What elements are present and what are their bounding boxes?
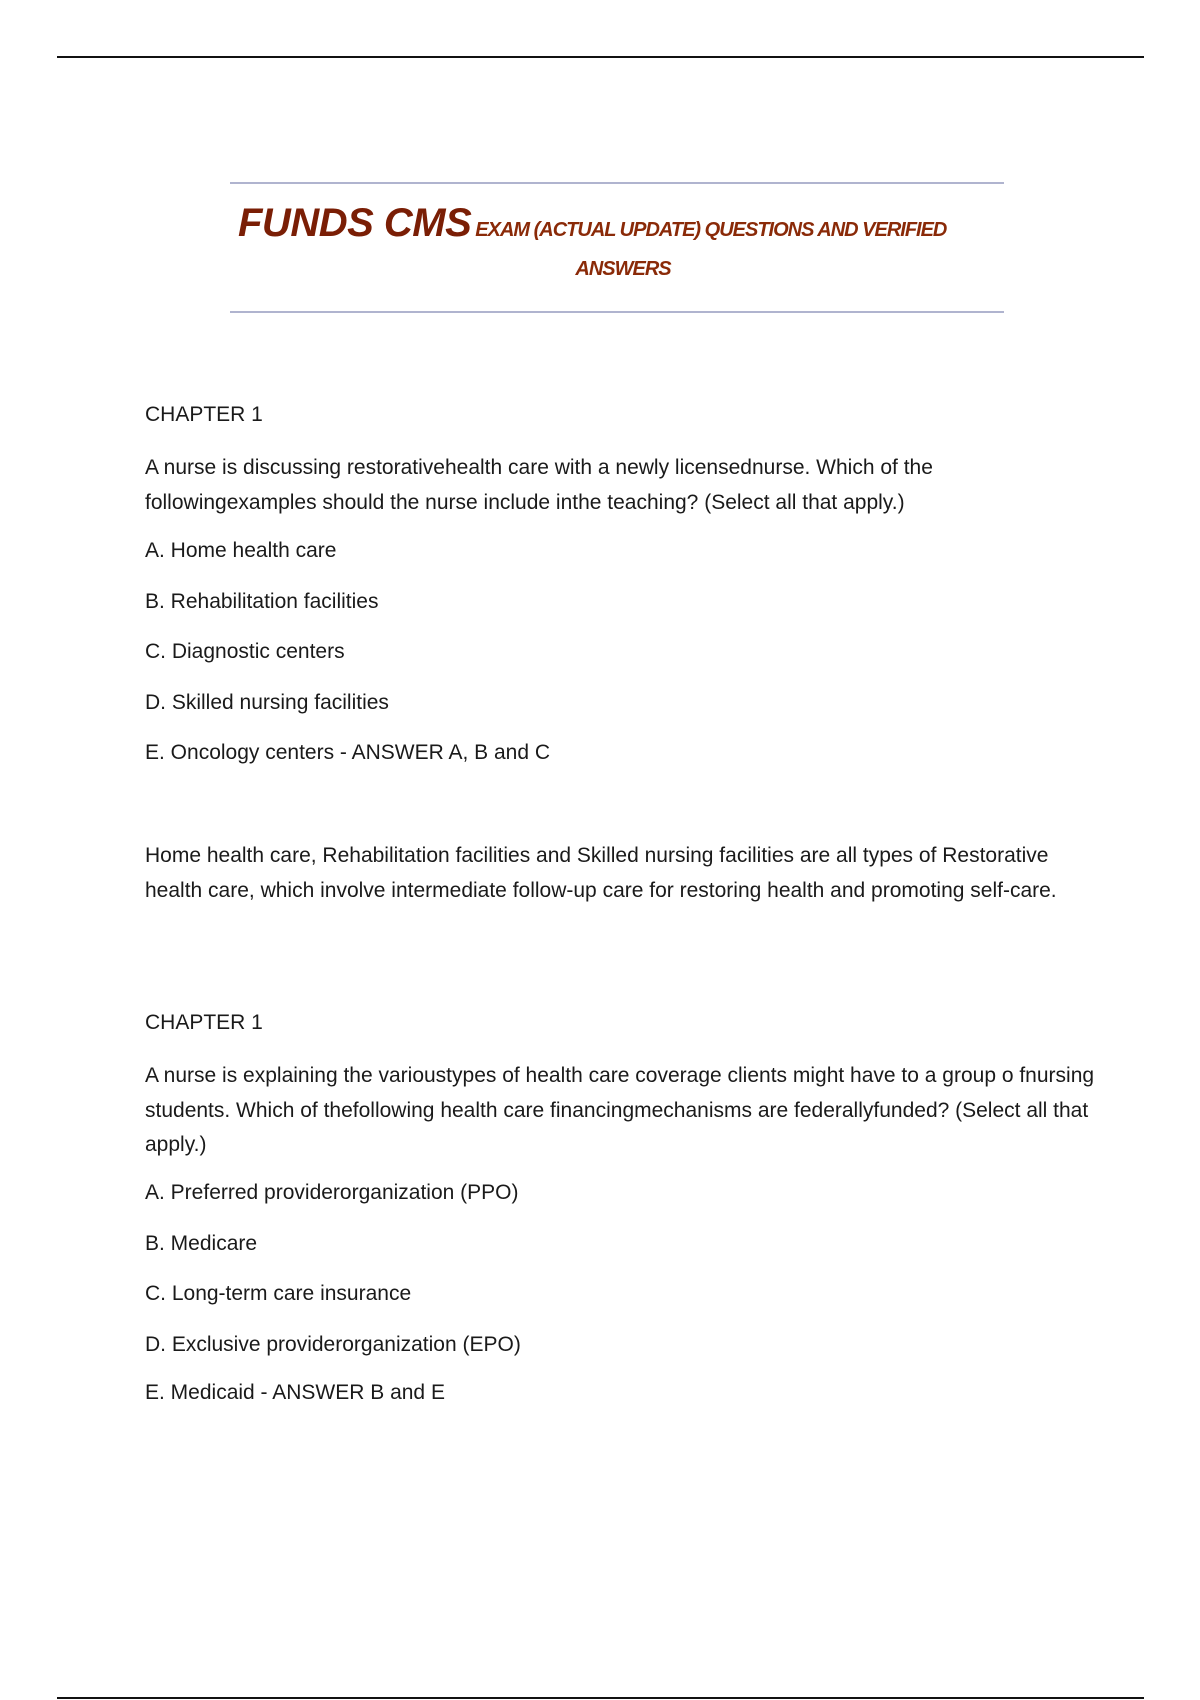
answer-option: C. Long-term care insurance <box>145 1282 412 1305</box>
page-bottom-rule <box>57 1697 1144 1699</box>
question-text: A nurse is explaining the varioustypes of health care coverage clients might have to a group o fnursing students. Which of thefollowing health care financingmechanisms are federallyfunded? (Select all that apply.) <box>145 1064 1095 1156</box>
answer-option: B. Medicare <box>145 1232 258 1255</box>
answer-option: D. Skilled nursing facilities <box>145 691 389 714</box>
title-rule-bottom <box>230 311 1004 313</box>
page-top-rule <box>57 56 1144 58</box>
explanation-text: Home health care, Rehabilitation facilities and Skilled nursing facilities are all types of Restorative health care, which involve intermediate follow-up care for restoring health and promoting self-care. <box>145 844 1057 902</box>
title-main: FUNDS CMS <box>238 201 472 245</box>
chapter-heading: CHAPTER 1 <box>145 403 263 426</box>
answer-option: A. Preferred providerorganization (PPO) <box>145 1181 519 1204</box>
answer-option: A. Home health care <box>145 539 337 562</box>
answer-option: D. Exclusive providerorganization (EPO) <box>145 1333 521 1356</box>
answer-option: B. Rehabilitation facilities <box>145 590 379 613</box>
answer-option-with-key: E. Medicaid - ANSWER B and E <box>145 1381 445 1404</box>
question-text: A nurse is discussing restorativehealth care with a newly licensednurse. Which of the followingexamples should the nurse include inthe teaching? (Select all that apply.) <box>145 456 933 514</box>
answer-option: C. Diagnostic centers <box>145 640 345 663</box>
title-subtitle-line2: ANSWERS <box>575 258 671 280</box>
title-subtitle-line2-wrap <box>230 258 1004 281</box>
chapter-heading: CHAPTER 1 <box>145 1011 263 1034</box>
title-rule-top <box>230 182 1004 184</box>
answer-option-with-key: E. Oncology centers - ANSWER A, B and C <box>145 741 550 764</box>
title-subtitle-line1: EXAM (ACTUAL UPDATE) QUESTIONS AND VERIFIED <box>475 219 947 241</box>
document-title <box>238 201 1018 246</box>
